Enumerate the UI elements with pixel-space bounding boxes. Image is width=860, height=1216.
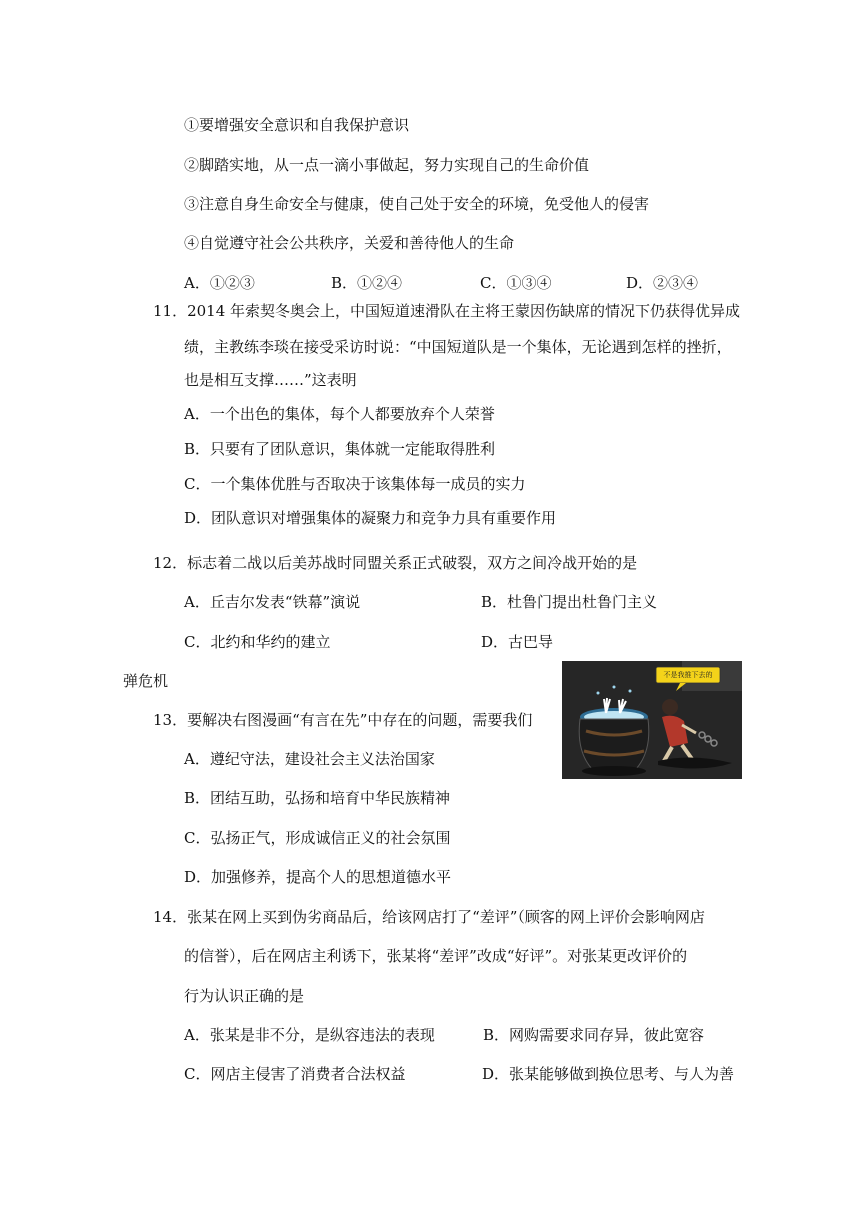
q14-option-a[interactable]: A．张某是非不分，是纵容违法的表现 [184,1026,435,1044]
q10-option-a[interactable]: A．①②③ [184,274,255,292]
q13-option-c[interactable]: C．弘扬正气，形成诚信正义的社会氛围 [184,829,451,847]
q10-item-1: ①要增强安全意识和自我保护意识 [184,116,410,134]
cartoon-speech-text: 不是我推下去的 [663,671,713,679]
q10-item-3: ③注意自身生命安全与健康，使自己处于安全的环境，免受他人的侵害 [184,195,650,213]
q11-stem-line-1: 11．2014 年索契冬奥会上，中国短道速滑队在主将王蒙因伤缺席的情况下仍获得优异成 [153,302,741,320]
q10-option-b[interactable]: B．①②④ [331,274,403,292]
q11-option-b[interactable]: B．只要有了团队意识，集体就一定能取得胜利 [184,440,496,458]
q11-option-c[interactable]: C．一个集体优胜与否取决于该集体每一成员的实力 [184,475,526,493]
q13-option-d[interactable]: D．加强修养，提高个人的思想道德水平 [184,868,452,886]
q10-option-d[interactable]: D．②③④ [626,274,699,292]
q12-option-d[interactable]: D．古巴导 [481,633,554,651]
q14-stem-line-3: 行为认识正确的是 [184,987,305,1005]
q13-stem: 13．要解决右图漫画“有言在先”中存在的问题，需要我们 [153,711,533,729]
q10-option-c[interactable]: C．①③④ [480,274,552,292]
q11-stem-line-3: 也是相互支撑……”这表明 [184,371,357,389]
q12-option-d-continuation: 弹危机 [123,672,169,690]
q11-option-a[interactable]: A．一个出色的集体，每个人都要放弃个人荣誉 [184,405,495,423]
q12-option-a[interactable]: A．丘吉尔发表“铁幕”演说 [184,593,361,611]
q11-stem-line-2: 绩，主教练李琰在接受采访时说：“中国短道队是一个集体，无论遇到怎样的挫折， [184,338,732,356]
q12-stem: 12．标志着二战以后美苏战时同盟关系正式破裂，双方之间冷战开始的是 [153,554,638,572]
q14-option-d[interactable]: D．张某能够做到换位思考、与人为善 [482,1065,735,1083]
cartoon-illustration [562,661,742,779]
q10-item-2: ②脚踏实地，从一点一滴小事做起，努力实现自己的生命价值 [184,156,590,174]
q11-option-d[interactable]: D．团队意识对增强集体的凝聚力和竞争力具有重要作用 [184,509,557,527]
q14-stem-line-2: 的信誉），后在网店主利诱下，张某将“差评”改成“好评”。对张某更改评价的 [184,947,688,965]
q12-option-b[interactable]: B．杜鲁门提出杜鲁门主义 [481,593,658,611]
q13-option-a[interactable]: A．遵纪守法，建设社会主义法治国家 [184,750,435,768]
q14-option-c[interactable]: C．网店主侵害了消费者合法权益 [184,1065,406,1083]
q10-item-4: ④自觉遵守社会公共秩序，关爱和善待他人的生命 [184,234,515,252]
q13-option-b[interactable]: B．团结互助，弘扬和培育中华民族精神 [184,789,451,807]
q14-option-b[interactable]: B．网购需要求同存异，彼此宽容 [483,1026,705,1044]
q14-stem-line-1: 14．张某在网上买到伪劣商品后，给该网店打了“差评”（顾客的网上评价会影响网店 [153,908,705,926]
q12-option-c[interactable]: C．北约和华约的建立 [184,633,331,651]
